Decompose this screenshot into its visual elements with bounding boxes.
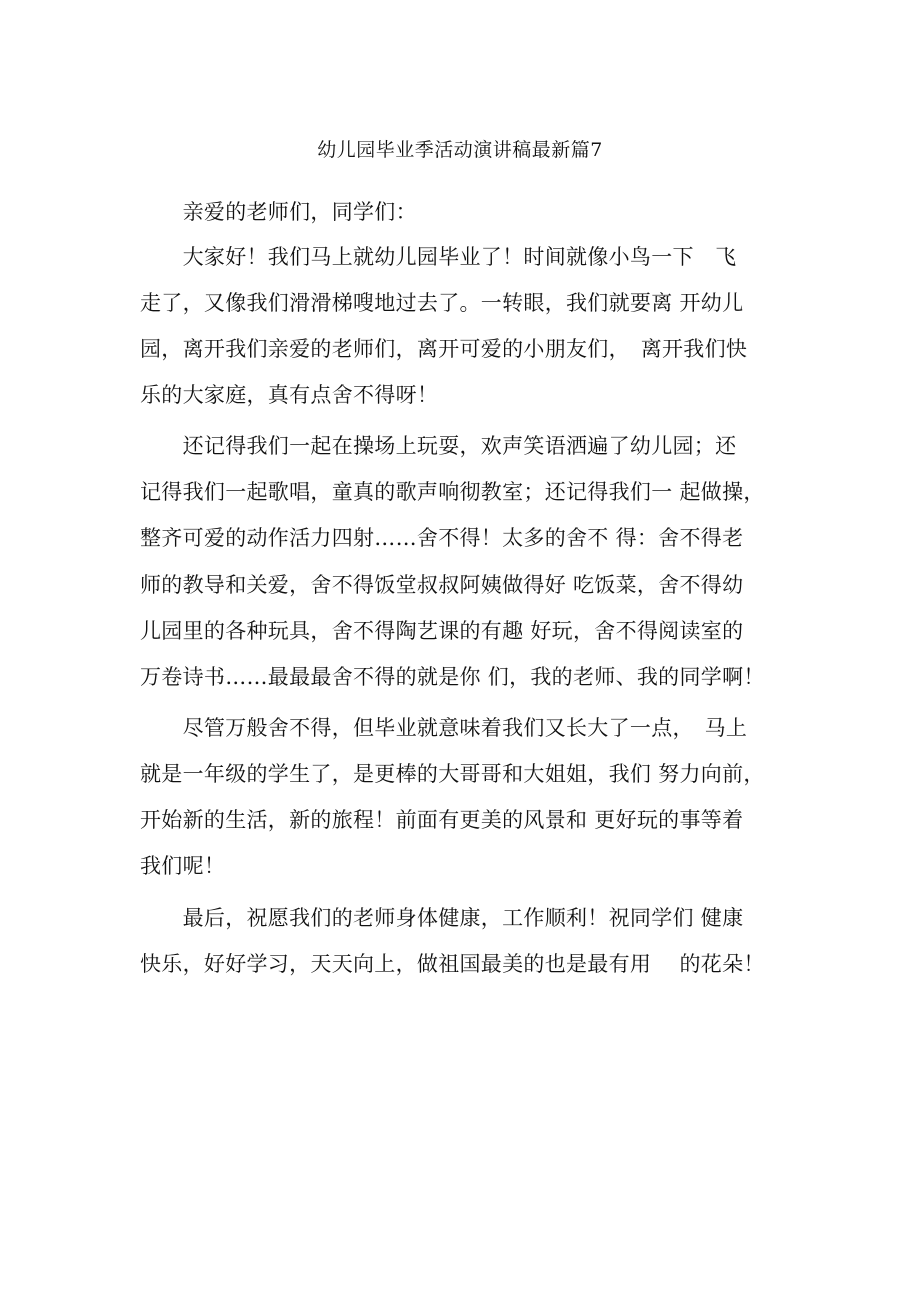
paragraph-line: 还记得我们一起在操场上玩耍，欢声笑语洒遍了幼儿园；还 — [140, 434, 737, 458]
paragraph-line: 儿园里的各种玩具，舍不得陶艺课的有趣 好玩，舍不得阅读室的 — [140, 619, 744, 643]
paragraph-line: 开始新的生活，新的旅程！前面有更美的风景和 更好玩的事等着 — [140, 808, 744, 832]
paragraph-line: 尽管万般舍不得，但毕业就意味着我们又长大了一点， 马上 — [140, 716, 748, 740]
paragraph-line: 大家好！我们马上就幼儿园毕业了！时间就像小鸟一下 飞 — [140, 245, 737, 269]
paragraph-line: 万卷诗书……最最最舍不得的就是你 们，我的老师、我的同学啊！ — [140, 665, 765, 689]
paragraph-line: 快乐，好好学习，天天向上，做祖国最美的也是最有用 的花朵！ — [140, 952, 765, 976]
paragraph-line: 整齐可爱的动作活力四射……舍不得！太多的舍不 得：舍不得老 — [140, 526, 744, 550]
paragraph-line: 最后，祝愿我们的老师身体健康，工作顺利！祝同学们 健康 — [140, 906, 744, 930]
paragraph-line: 师的教导和关爱，舍不得饭堂叔叔阿姨做得好 吃饭菜，舍不得幼 — [140, 573, 744, 597]
paragraph-line: 我们呢！ — [140, 854, 226, 878]
paragraph-line: 记得我们一起歌唱，童真的歌声响彻教室；还记得我们一 起做操， — [140, 480, 765, 504]
paragraph-line: 乐的大家庭，真有点舍不得呀！ — [140, 383, 439, 407]
document-title: 幼儿园毕业季活动演讲稿最新篇7 — [317, 139, 603, 161]
paragraph-line: 园，离开我们亲爱的老师们，离开可爱的小朋友们， 离开我们快 — [140, 337, 748, 361]
paragraph-line: 亲爱的老师们，同学们： — [140, 200, 417, 224]
paragraph-line: 就是一年级的学生了，是更棒的大哥哥和大姐姐，我们 努力向前， — [140, 762, 765, 786]
paragraph-line: 走了，又像我们滑滑梯嗖地过去了。一转眼，我们就要离 开幼儿 — [140, 291, 744, 315]
